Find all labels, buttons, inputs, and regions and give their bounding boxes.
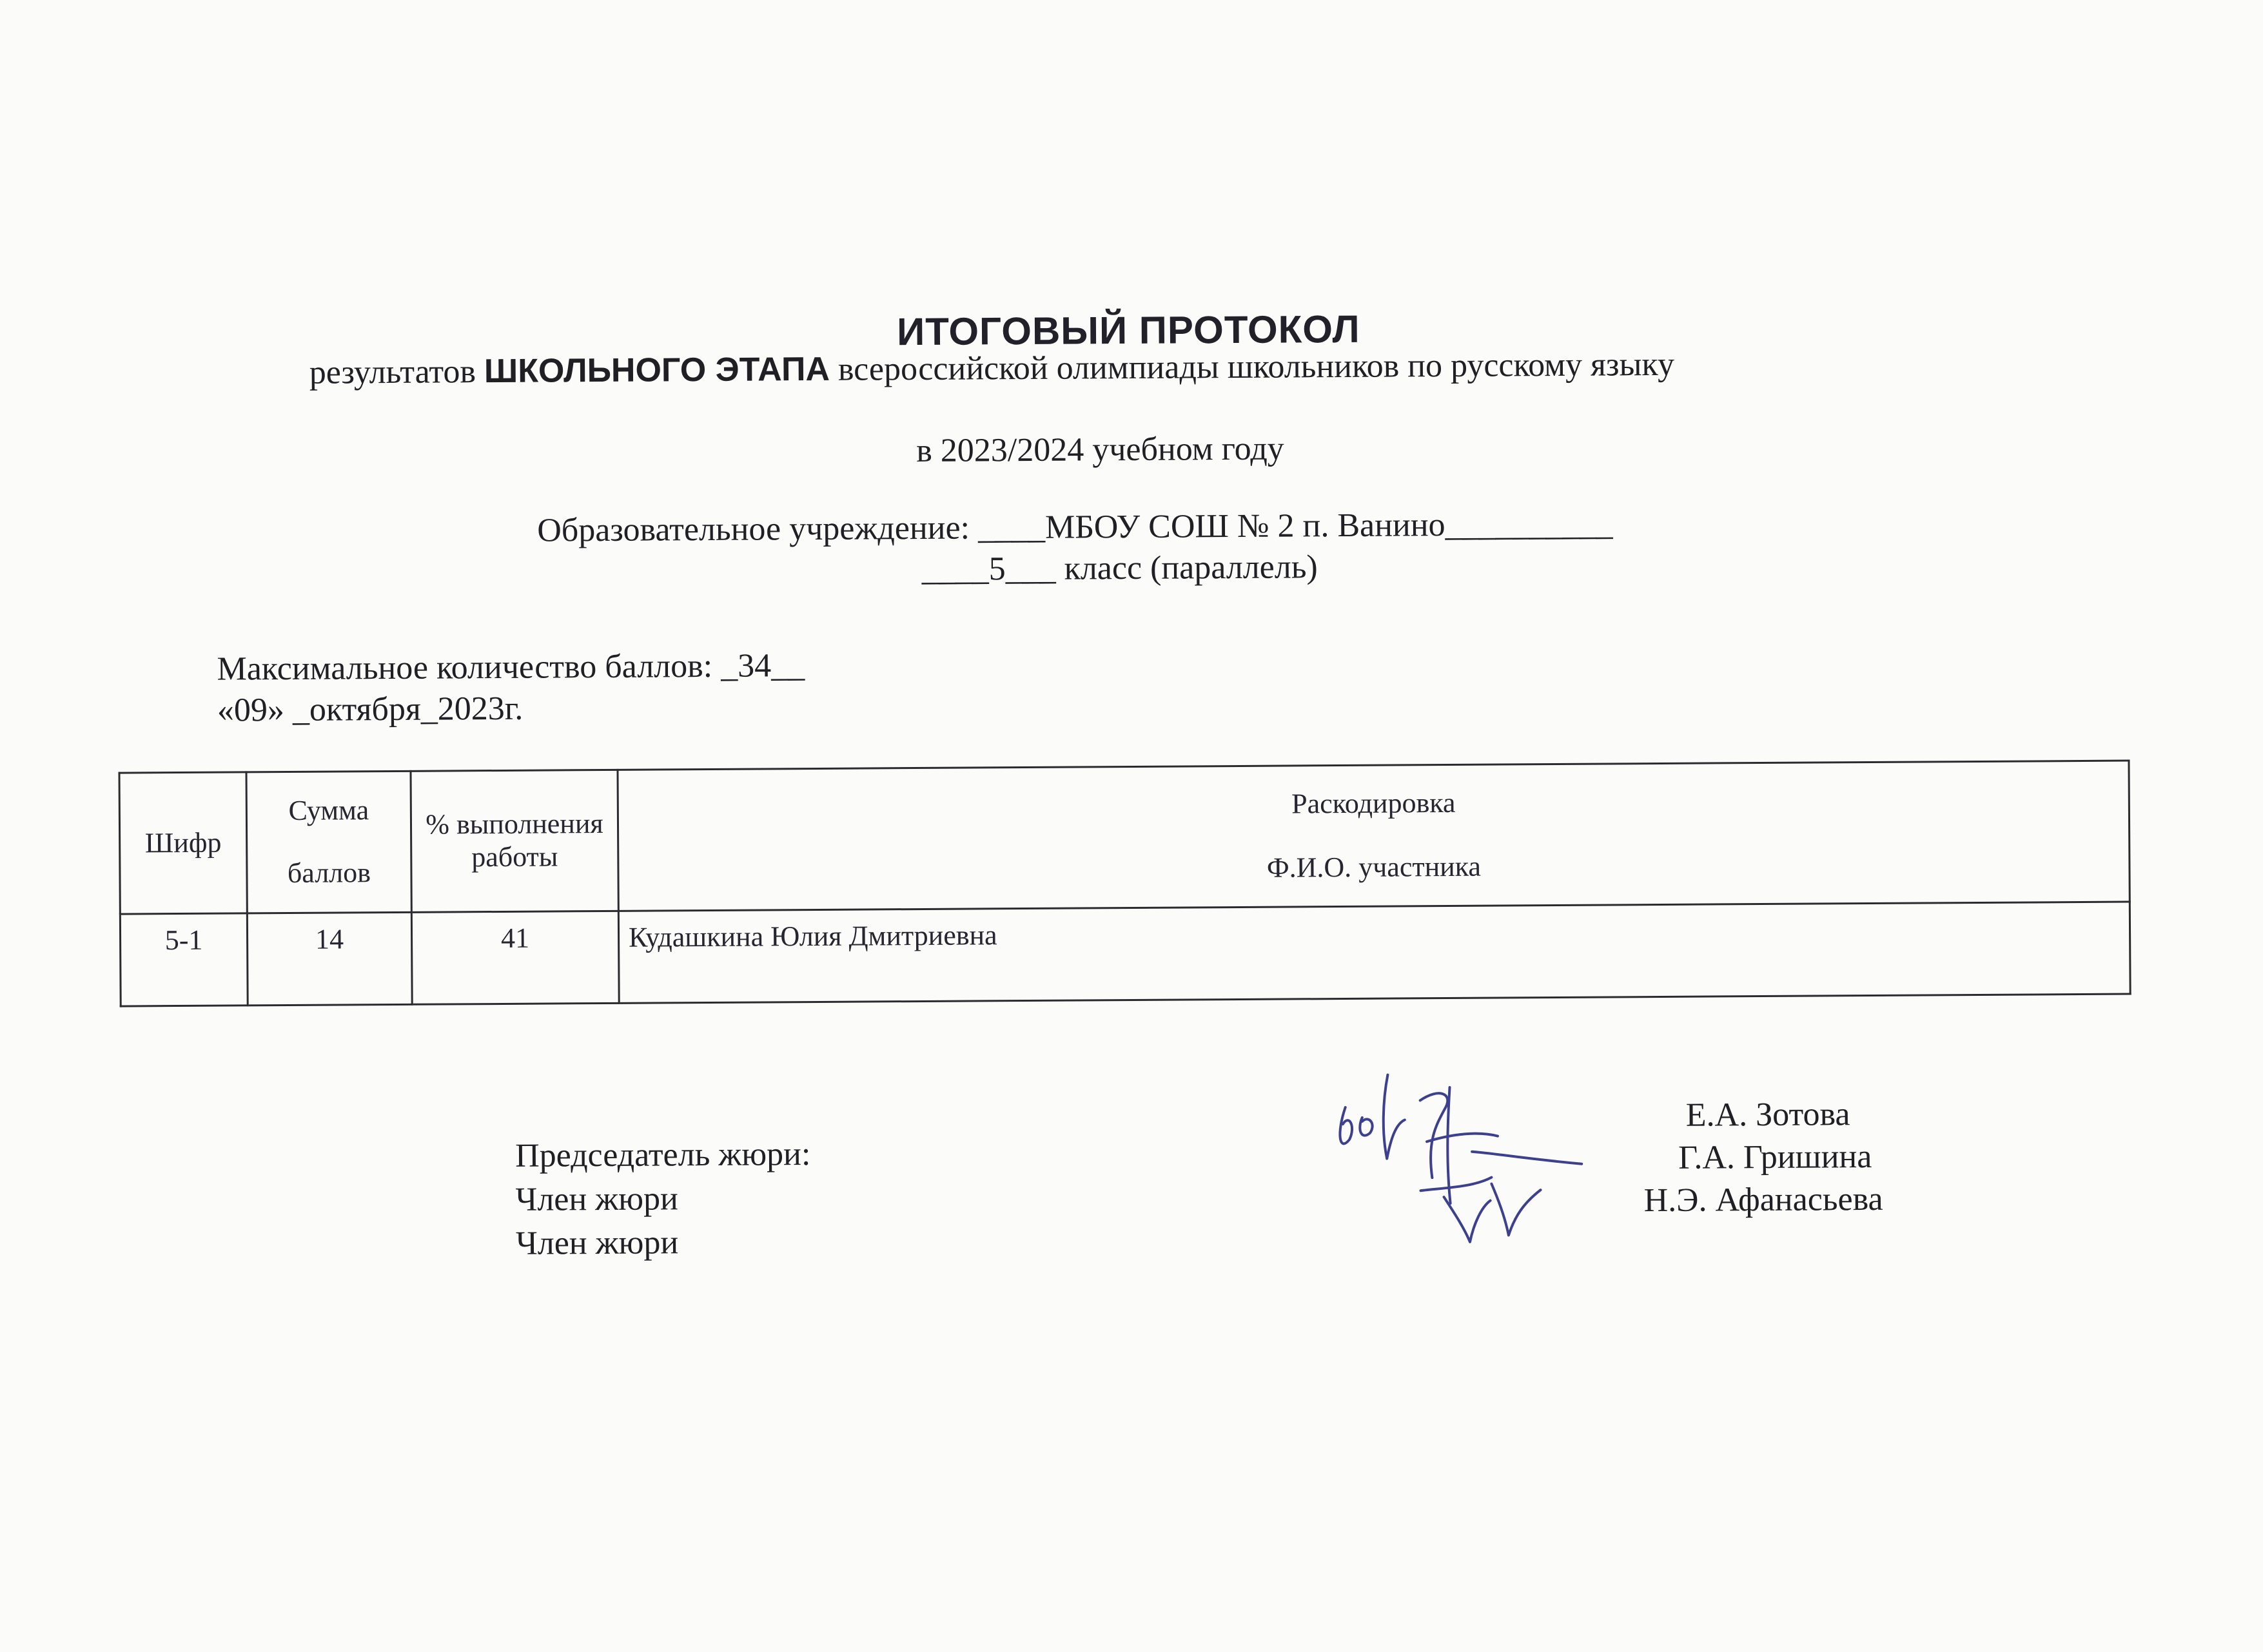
institution-line: Образовательное учреждение: ____МБОУ СОШ № 2 п. Ванино__________ xyxy=(537,505,1613,549)
cell-name: Кудашкина Юлия Дмитриевна xyxy=(618,902,2130,1003)
max-score-line: Максимальное количество баллов: _34__ xyxy=(217,647,805,688)
member2-label: Член жюри xyxy=(515,1224,679,1262)
subtitle-prefix: результатов xyxy=(309,353,485,391)
academic-year: в 2023/2024 учебном году xyxy=(916,430,1284,470)
date-line: «09» _октября_2023г. xyxy=(217,690,524,729)
table-row xyxy=(120,902,2130,1006)
member2-name: Н.Э. Афанасьева xyxy=(1643,1180,1883,1220)
results-table xyxy=(118,760,2131,1007)
header-sum-line1: Сумма xyxy=(288,794,369,827)
member1-name: Г.А. Гришина xyxy=(1678,1138,1872,1176)
subtitle-suffix: всероссийской олимпиады школьников по русскому языку xyxy=(829,345,1675,388)
member1-label: Член жюри xyxy=(515,1180,678,1218)
header-decode-line1: Раскодировка xyxy=(1291,787,1456,820)
cell-code: 5-1 xyxy=(120,913,248,1006)
cell-sum: 14 xyxy=(247,912,412,1006)
handwritten-signatures xyxy=(1323,1061,1595,1269)
protocol-title: ИТОГОВЫЙ ПРОТОКОЛ xyxy=(896,307,1360,354)
header-decode xyxy=(618,761,2130,911)
cell-percent: 41 xyxy=(411,911,619,1004)
header-sum-line2: баллов xyxy=(287,857,371,889)
table-header-row xyxy=(119,761,2130,914)
header-code: Шифр xyxy=(119,772,247,914)
chair-label: Председатель жюри: xyxy=(514,1136,811,1174)
subtitle-stage: ШКОЛЬНОГО ЭТАПА xyxy=(484,350,830,391)
protocol-subtitle xyxy=(309,345,1675,392)
header-sum xyxy=(246,771,411,913)
grade-line: ____5___ класс (параллель) xyxy=(921,549,1318,588)
chair-name: Е.А. Зотова xyxy=(1685,1096,1850,1134)
header-percent: % выполнения работы xyxy=(411,770,618,912)
header-decode-line2: Ф.И.О. участника xyxy=(1266,850,1482,884)
